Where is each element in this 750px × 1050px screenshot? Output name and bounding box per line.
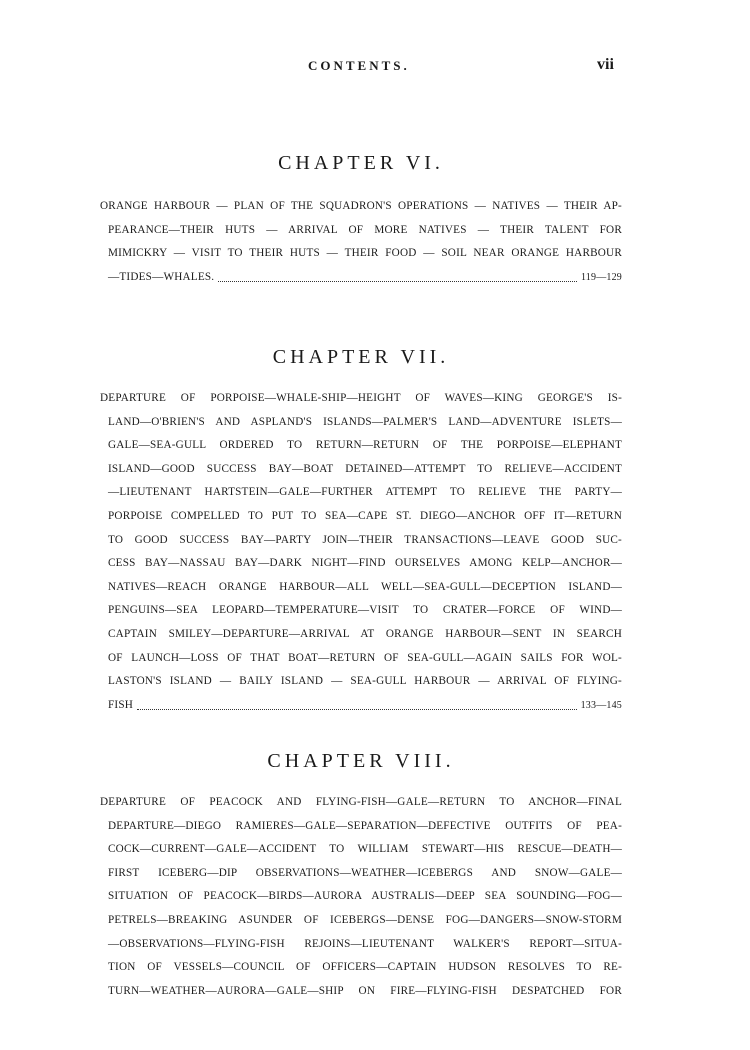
summary-line: OF LAUNCH—LOSS OF THAT BOAT—RETURN OF SEA-GULL—AGAIN SAILS FOR WOL- — [108, 651, 622, 664]
chapter-heading: CHAPTER VII. — [272, 346, 450, 368]
summary-line: DEPARTURE—DIEGO RAMIERES—GALE—SEPARATION—DEFECTIVE OUTFITS OF PEA- — [108, 819, 622, 832]
summary-line: MIMICKRY — VISIT TO THEIR HUTS — THEIR FOOD — SOIL NEAR ORANGE HARBOUR — [108, 247, 622, 260]
summary-line: TO GOOD SUCCESS BAY—PARTY JOIN—THEIR TRANSACTIONS—LEAVE GOOD SUC- — [108, 533, 622, 546]
chapter-summary — [100, 195, 622, 289]
running-title: CONTENTS. — [308, 58, 410, 73]
summary-line: GALE—SEA-GULL ORDERED TO RETURN—RETURN OF THE PORPOISE—ELEPHANT — [108, 439, 622, 452]
chapter-summary — [100, 387, 622, 717]
summary-line: NATIVES—REACH ORANGE HARBOUR—ALL WELL—SEA-GULL—DECEPTION ISLAND— — [108, 580, 622, 593]
page-range: 133—145 — [580, 699, 622, 711]
summary-line-text: —TIDES—WHALES. — [108, 270, 215, 283]
summary-line: LASTON'S ISLAND — BAILY ISLAND — SEA-GULL HARBOUR — ARRIVAL OF FLYING- — [108, 675, 622, 688]
summary-line: CESS BAY—NASSAU BAY—DARK NIGHT—FIND OURSELVES AMONG KELP—ANCHOR— — [108, 557, 622, 570]
summary-line: PORPOISE COMPELLED TO PUT TO SEA—CAPE ST. DIEGO—ANCHOR OFF IT—RETURN — [108, 509, 622, 522]
summary-line: DEPARTURE OF PORPOISE—WHALE-SHIP—HEIGHT OF WAVES—KING GEORGE'S IS- — [100, 392, 622, 404]
summary-line-last — [100, 694, 622, 718]
page-number: vii — [597, 56, 614, 73]
dot-leader — [137, 709, 577, 710]
summary-line: PETRELS—BREAKING ASUNDER OF ICEBERGS—DENSE FOG—DANGERS—SNOW-STORM — [108, 913, 622, 926]
summary-line: ISLAND—GOOD SUCCESS BAY—BOAT DETAINED—ATTEMPT TO RELIEVE—ACCIDENT — [108, 462, 622, 475]
chapter-section — [100, 152, 622, 289]
summary-line-text: FISH — [108, 698, 134, 711]
summary-line: PEARANCE—THEIR HUTS — ARRIVAL OF MORE NATIVES — THEIR TALENT FOR — [108, 223, 622, 236]
chapter-heading: CHAPTER VI. — [278, 152, 444, 174]
chapter-summary — [100, 791, 622, 1003]
summary-line: TION OF VESSELS—COUNCIL OF OFFICERS—CAPTAIN HUDSON RESOLVES TO RE- — [108, 961, 622, 974]
summary-line: —LIEUTENANT HARTSTEIN—GALE—FURTHER ATTEMPT TO RELIEVE THE PARTY— — [108, 486, 622, 499]
summary-line: DEPARTURE OF PEACOCK AND FLYING-FISH—GALE—RETURN TO ANCHOR—FINAL — [100, 796, 622, 808]
chapter-section — [100, 750, 622, 1003]
summary-line: TURN—WEATHER—AURORA—GALE—SHIP ON FIRE—FLYING-FISH DESPATCHED FOR — [108, 984, 622, 997]
chapter-heading: CHAPTER VIII. — [267, 750, 455, 772]
summary-line-last — [100, 266, 622, 290]
summary-line: CAPTAIN SMILEY—DEPARTURE—ARRIVAL AT ORANGE HARBOUR—SENT IN SEARCH — [108, 627, 622, 640]
page-range: 119—129 — [580, 271, 622, 283]
running-head — [0, 58, 750, 82]
summary-line: ORANGE HARBOUR — PLAN OF THE SQUADRON'S OPERATIONS — NATIVES — THEIR AP- — [100, 200, 622, 212]
summary-line: LAND—O'BRIEN'S AND ASPLAND'S ISLANDS—PALMER'S LAND—ADVENTURE ISLETS— — [108, 415, 622, 428]
chapter-section — [100, 346, 622, 717]
dot-leader — [218, 281, 577, 282]
summary-line: COCK—CURRENT—GALE—ACCIDENT TO WILLIAM STEWART—HIS RESCUE—DEATH— — [108, 843, 622, 856]
summary-line: FIRST ICEBERG—DIP OBSERVATIONS—WEATHER—ICEBERGS AND SNOW—GALE— — [108, 866, 622, 879]
summary-line: SITUATION OF PEACOCK—BIRDS—AURORA AUSTRALIS—DEEP SEA SOUNDING—FOG— — [108, 890, 622, 903]
summary-line: —OBSERVATIONS—FLYING-FISH REJOINS—LIEUTENANT WALKER'S REPORT—SITUA- — [108, 937, 622, 950]
summary-line: PENGUINS—SEA LEOPARD—TEMPERATURE—VISIT TO CRATER—FORCE OF WIND— — [108, 604, 622, 617]
